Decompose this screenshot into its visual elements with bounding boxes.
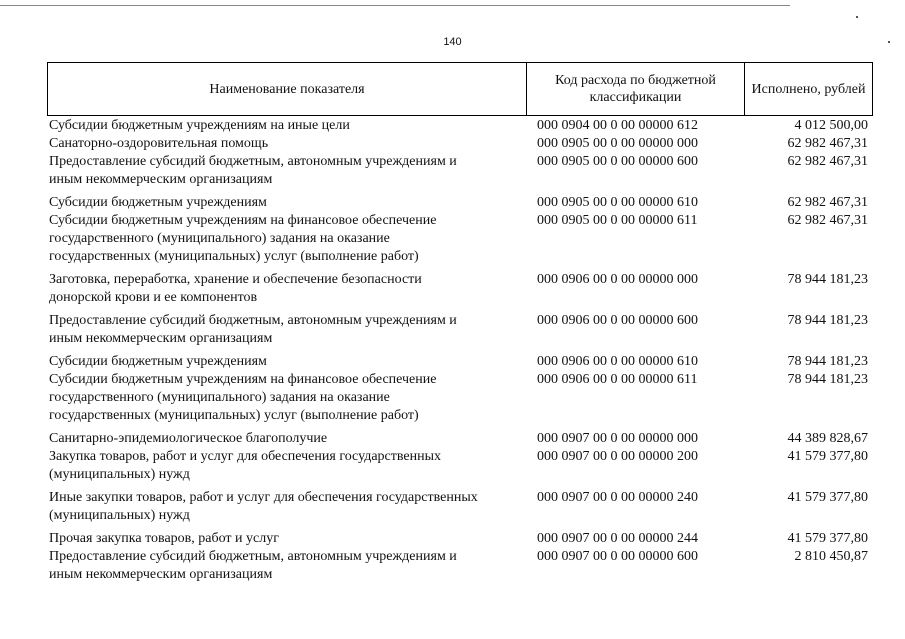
row-code: 000 0905 00 0 00 00000 600 xyxy=(537,154,698,169)
row-name: Предоставление субсидий бюджетным, автономным учреждениям и иным некоммерческим организациям xyxy=(49,154,457,187)
table-row xyxy=(49,153,873,194)
row-code: 000 0905 00 0 00 00000 610 xyxy=(537,195,698,210)
table-row xyxy=(49,489,873,530)
row-amount: 78 944 181,23 xyxy=(787,354,868,369)
row-code: 000 0907 00 0 00 00000 000 xyxy=(537,431,698,446)
table-row xyxy=(49,548,873,589)
row-amount: 78 944 181,23 xyxy=(787,372,868,387)
row-name: Заготовка, переработка, хранение и обеспечение безопасности донорской крови и ее компонентов xyxy=(49,272,422,305)
row-name: Санитарно-эпидемиологическое благополучие xyxy=(49,431,328,446)
header-name: Наименование показателя xyxy=(48,63,527,116)
header-amount: Исполнено, рублей xyxy=(745,63,873,116)
table-row xyxy=(49,271,873,312)
row-amount: 2 810 450,87 xyxy=(794,549,868,564)
row-code: 000 0907 00 0 00 00000 200 xyxy=(537,449,698,464)
row-name: Предоставление субсидий бюджетным, автономным учреждениям и иным некоммерческим организациям xyxy=(49,549,457,582)
row-name: Субсидии бюджетным учреждениям на финансовое обеспечение государственного (муниципального) задания на оказание государственных (муниципальных) услуг (выполнение работ) xyxy=(49,372,437,423)
row-code: 000 0906 00 0 00 00000 611 xyxy=(537,372,698,387)
row-amount: 41 579 377,80 xyxy=(787,490,868,505)
row-code: 000 0907 00 0 00 00000 244 xyxy=(537,531,698,546)
row-amount: 62 982 467,31 xyxy=(787,136,868,151)
table-header xyxy=(47,62,873,116)
row-code: 000 0906 00 0 00 00000 600 xyxy=(537,313,698,328)
row-amount: 62 982 467,31 xyxy=(787,154,868,169)
row-name: Закупка товаров, работ и услуг для обеспечения государственных (муниципальных) нужд xyxy=(49,449,442,482)
table-row xyxy=(49,194,873,212)
row-amount: 78 944 181,23 xyxy=(787,313,868,328)
table-row xyxy=(49,530,873,548)
row-amount: 62 982 467,31 xyxy=(787,213,868,228)
row-name: Субсидии бюджетным учреждениям xyxy=(49,354,267,369)
row-amount: 41 579 377,80 xyxy=(787,531,868,546)
row-name: Иные закупки товаров, работ и услуг для обеспечения государственных (муниципальных) нужд xyxy=(49,490,478,523)
row-code: 000 0906 00 0 00 00000 610 xyxy=(537,354,698,369)
row-code: 000 0907 00 0 00 00000 240 xyxy=(537,490,698,505)
row-amount: 44 389 828,67 xyxy=(787,431,868,446)
row-code: 000 0904 00 0 00 00000 612 xyxy=(537,118,698,133)
table-row xyxy=(49,448,873,489)
row-code: 000 0907 00 0 00 00000 600 xyxy=(537,549,698,564)
table-row xyxy=(49,353,873,371)
table-row xyxy=(49,371,873,430)
row-code: 000 0905 00 0 00 00000 000 xyxy=(537,136,698,151)
row-name: Субсидии бюджетным учреждениям xyxy=(49,195,267,210)
row-name: Санаторно-оздоровительная помощь xyxy=(49,136,269,151)
row-amount: 4 012 500,00 xyxy=(794,118,868,133)
row-name: Субсидии бюджетным учреждениям на иные цели xyxy=(49,118,350,133)
row-amount: 78 944 181,23 xyxy=(787,272,868,287)
row-amount: 62 982 467,31 xyxy=(787,195,868,210)
row-name: Субсидии бюджетным учреждениям на финансовое обеспечение государственного (муниципального) задания на оказание государственных (муниципальных) услуг (выполнение работ) xyxy=(49,213,437,264)
table-row xyxy=(49,117,873,135)
row-code: 000 0906 00 0 00 00000 000 xyxy=(537,272,698,287)
row-code: 000 0905 00 0 00 00000 611 xyxy=(537,213,698,228)
table-row xyxy=(49,312,873,353)
row-name: Предоставление субсидий бюджетным, автономным учреждениям и иным некоммерческим организациям xyxy=(49,313,457,346)
table-row xyxy=(49,135,873,153)
table-body xyxy=(49,117,873,589)
top-rule xyxy=(0,5,790,6)
table-row xyxy=(49,430,873,448)
row-amount: 41 579 377,80 xyxy=(787,449,868,464)
row-name: Прочая закупка товаров, работ и услуг xyxy=(49,531,279,546)
scan-speck xyxy=(856,16,858,18)
header-code: Код расхода по бюджетной классификации xyxy=(527,63,745,116)
table-row xyxy=(49,212,873,271)
page-number: 140 xyxy=(443,36,462,48)
